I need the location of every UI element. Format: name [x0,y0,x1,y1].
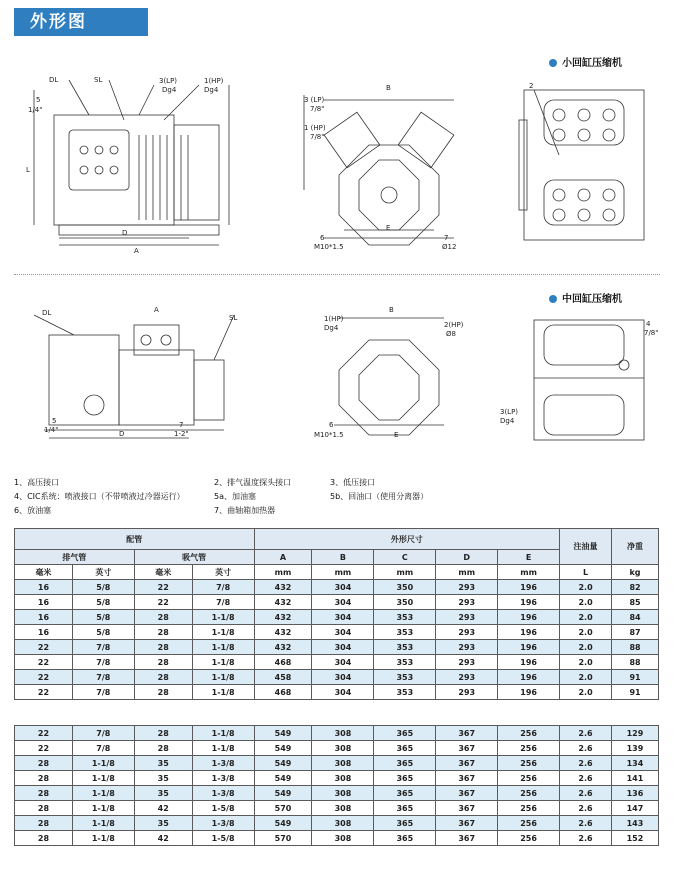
table-cell: 256 [498,786,560,801]
table-cell: 293 [436,610,498,625]
unit-mm: 毫米 [15,565,73,580]
table-cell: 16 [15,610,73,625]
table-cell: 570 [254,831,312,846]
label-b: B [389,306,394,314]
label-3lp: 3(LP) [159,77,178,85]
table-cell: 365 [374,771,436,786]
header-col-e: E [498,550,560,565]
table-cell: 1-1/8 [192,741,254,756]
table-cell: 22 [15,670,73,685]
table-cell: 468 [254,685,312,700]
table-cell: 5/8 [72,595,134,610]
table-cell: 2.6 [560,741,612,756]
header-discharge: 排气管 [15,550,135,565]
table-cell: 549 [254,741,312,756]
unit-mm: 毫米 [134,565,192,580]
table-cell: 28 [15,786,73,801]
table-cell: 84 [612,610,659,625]
table-cell: 367 [436,831,498,846]
table-cell: 2.6 [560,816,612,831]
label-e: E [394,431,399,439]
header-oil: 注油量 [560,529,612,565]
table-cell: 367 [436,816,498,831]
table-cell: 432 [254,580,312,595]
label-d: D [119,430,125,438]
table-cell: 308 [312,756,374,771]
legend-item: 2、排气温度探头接口 [214,478,292,487]
label-3lp-size: Dg4 [162,86,177,94]
table-cell: 7/8 [72,640,134,655]
table-cell: 256 [498,801,560,816]
table-cell: 304 [312,595,374,610]
legend-row [14,504,660,518]
unit-oil: L [560,565,612,580]
header-weight: 净重 [612,529,659,565]
table-cell: 2.0 [560,610,612,625]
table-cell: 432 [254,595,312,610]
table-row [15,640,659,655]
table-cell: 1-1/8 [72,831,134,846]
label-1hp-front-size: 7/8" [310,133,325,141]
table-cell: 256 [498,816,560,831]
legend-item: 4、CIC系统：喷液接口（不带喷液过冷器运行） [14,492,185,501]
table-cell: 35 [134,756,192,771]
front-view-body [339,340,439,435]
label-4: 4 [646,320,651,328]
legend-item: 3、低压接口 [330,478,376,487]
table-cell: 35 [134,816,192,831]
label-2hp: 2(HP) [444,321,464,329]
label-3lp-front-size: 7/8" [310,105,325,113]
table-cell: 293 [436,625,498,640]
cylinder-head [69,130,129,190]
table-cell: 5/8 [72,625,134,640]
table-cell: 91 [612,685,659,700]
legend-item: 5a、加油塞 [214,492,256,501]
table-cell: 308 [312,831,374,846]
table-cell: 367 [436,771,498,786]
table-cell: 22 [15,741,73,756]
table-cell: 458 [254,670,312,685]
table-cell: 304 [312,655,374,670]
table-cell: 1-5/8 [192,801,254,816]
table-cell: 293 [436,670,498,685]
legend-item: 5b、回油口（使用分离器） [330,492,429,501]
unit-weight: kg [612,565,659,580]
base-plate [59,225,219,235]
table-cell: 304 [312,685,374,700]
table-row [15,801,659,816]
table-row [15,580,659,595]
label-4-size: 7/8" [644,329,659,337]
table-cell: 2.0 [560,655,612,670]
table-cell: 91 [612,670,659,685]
table-cell: 256 [498,741,560,756]
table-cell: 293 [436,580,498,595]
table-cell: 22 [15,726,73,741]
label-7: 7 [179,421,184,429]
label-1hp-front: 1 (HP) [304,124,326,132]
label-dl: DL [49,76,59,84]
table-cell: 28 [15,771,73,786]
drawing-medium-compressor [14,300,659,450]
table-cell: 2.0 [560,625,612,640]
table-cell: 88 [612,655,659,670]
table-cell: 7/8 [72,670,134,685]
label-1hp: 1(HP) [204,77,224,85]
header-col-c: C [374,550,436,565]
table-cell: 365 [374,741,436,756]
table-cell: 293 [436,595,498,610]
table-cell: 1-1/8 [72,801,134,816]
table-cell: 7/8 [192,580,254,595]
label-b: B [386,84,391,92]
table-cell: 293 [436,640,498,655]
table-cell: 2.6 [560,786,612,801]
table-cell: 308 [312,741,374,756]
table-cell: 28 [134,610,192,625]
header-col-b: B [312,550,374,565]
table-cell: 1-1/8 [192,670,254,685]
legend [14,476,660,518]
spec-table-group-2 [14,725,659,846]
table-row [15,726,659,741]
table-cell: 308 [312,816,374,831]
table-cell: 196 [498,655,560,670]
table-cell: 365 [374,831,436,846]
table-cell: 129 [611,726,658,741]
table-cell: 549 [254,726,312,741]
table-cell: 353 [374,670,436,685]
table-cell: 1-1/8 [72,756,134,771]
table-row [15,685,659,700]
table-cell: 256 [498,726,560,741]
table-cell: 256 [498,831,560,846]
table-cell: 1-3/8 [192,771,254,786]
table-cell: 196 [498,610,560,625]
table-cell: 152 [611,831,658,846]
spec-table-group-1 [14,528,659,700]
header-col-d: D [436,550,498,565]
table-cell: 256 [498,771,560,786]
table-cell: 353 [374,685,436,700]
table-row [15,831,659,846]
table-cell: 28 [134,726,192,741]
label-5: 5 [52,417,57,425]
label-1hp-size: Dg4 [204,86,219,94]
table-cell: 256 [498,756,560,771]
label-6: 6 [329,421,334,429]
table-row [15,771,659,786]
label-5: 5 [36,96,41,104]
table-cell: 42 [134,801,192,816]
table-cell: 16 [15,625,73,640]
table-cell: 293 [436,655,498,670]
table-row [15,816,659,831]
table-cell: 1-3/8 [192,786,254,801]
table-cell: 304 [312,640,374,655]
table-cell: 1-5/8 [192,831,254,846]
table-cell: 22 [15,640,73,655]
table-cell: 549 [254,786,312,801]
table-cell: 28 [134,685,192,700]
label-1hp-size: Dg4 [324,324,339,332]
unit-d: mm [436,565,498,580]
table-cell: 365 [374,801,436,816]
label-3lp-size: Dg4 [500,417,515,425]
label-d: D [122,229,128,237]
table-cell: 308 [312,726,374,741]
table-cell: 2.0 [560,640,612,655]
table-cell: 28 [15,756,73,771]
table-cell: 35 [134,771,192,786]
table-cell: 42 [134,831,192,846]
legend-row [14,490,660,504]
table-cell: 147 [611,801,658,816]
table-cell: 1-1/8 [72,786,134,801]
table-cell: 304 [312,625,374,640]
header-pipe: 配管 [15,529,255,550]
table-row [15,670,659,685]
top-view-body [524,90,644,240]
table-cell: 367 [436,726,498,741]
table-cell: 7/8 [72,726,134,741]
table-cell: 28 [15,816,73,831]
label-6-size: M10*1.5 [314,243,344,251]
legend-item [330,504,530,518]
table-cell: 468 [254,655,312,670]
table-cell: 1-1/8 [192,640,254,655]
label-3lp-front: 3 (LP) [304,96,325,104]
label-a: A [154,306,159,314]
table-cell: 549 [254,771,312,786]
table-cell: 35 [134,786,192,801]
table-cell: 87 [612,625,659,640]
table-cell: 1-1/8 [192,726,254,741]
table-cell: 28 [134,741,192,756]
label-5-size: 1/4" [28,106,43,114]
table-cell: 1-1/8 [192,685,254,700]
table-cell: 136 [611,786,658,801]
table-cell: 367 [436,756,498,771]
label-6: 6 [320,234,325,242]
table-cell: 2.0 [560,670,612,685]
table-cell: 365 [374,786,436,801]
label-e: E [386,224,391,232]
side-view-body [49,335,119,425]
table-header-row [15,529,659,550]
section-label-medium-text: 中回缸压缩机 [562,294,622,305]
table-cell: 353 [374,625,436,640]
table-cell: 2.0 [560,580,612,595]
table-cell: 141 [611,771,658,786]
table-cell: 308 [312,771,374,786]
table-cell: 365 [374,756,436,771]
unit-inch: 英寸 [192,565,254,580]
table-cell: 7/8 [72,741,134,756]
label-sl: SL [94,76,103,84]
table-cell: 22 [134,595,192,610]
table-cell: 28 [134,640,192,655]
header-dims: 外形尺寸 [254,529,560,550]
table-cell: 1-1/8 [192,625,254,640]
table-cell: 28 [134,655,192,670]
table-cell: 2.0 [560,685,612,700]
table-unit-row [15,565,659,580]
table-row [15,610,659,625]
top-view-body [534,320,644,440]
table-cell: 1-1/8 [192,655,254,670]
table-cell: 88 [612,640,659,655]
table-cell: 139 [611,741,658,756]
table-cell: 7/8 [192,595,254,610]
table-cell: 304 [312,670,374,685]
table-cell: 196 [498,595,560,610]
table-row [15,595,659,610]
header-suction: 吸气管 [134,550,254,565]
label-2: 2 [529,82,534,90]
table-row [15,741,659,756]
table-cell: 432 [254,610,312,625]
unit-inch: 英寸 [72,565,134,580]
separator [14,274,660,275]
table-cell: 22 [15,655,73,670]
table-cell: 196 [498,685,560,700]
label-7-size: Ø12 [442,243,457,251]
table-cell: 16 [15,595,73,610]
label-5-size: 1/4" [44,426,59,434]
table-cell: 1-1/8 [72,771,134,786]
unit-a: mm [254,565,312,580]
table-row [15,625,659,640]
table-cell: 350 [374,595,436,610]
legend-row [14,476,660,490]
page-title: 外形图 [14,8,148,36]
label-6-size: M10*1.5 [314,431,344,439]
label-a: A [134,247,139,255]
table-cell: 134 [611,756,658,771]
table-cell: 143 [611,816,658,831]
table-cell: 365 [374,816,436,831]
table-cell: 28 [15,831,73,846]
table-cell: 2.6 [560,726,612,741]
label-3lp: 3(LP) [500,408,519,416]
table-cell: 2.0 [560,595,612,610]
table-cell: 367 [436,741,498,756]
table-cell: 16 [15,580,73,595]
table-cell: 28 [134,625,192,640]
table-cell: 549 [254,816,312,831]
table-cell: 22 [134,580,192,595]
table-cell: 196 [498,625,560,640]
table-cell: 196 [498,670,560,685]
table-cell: 353 [374,610,436,625]
table-cell: 1-3/8 [192,816,254,831]
table-cell: 367 [436,786,498,801]
table-cell: 5/8 [72,580,134,595]
legend-item: 6、放油塞 [14,506,52,515]
table-cell: 308 [312,786,374,801]
motor-fins [139,135,188,220]
label-7-size: 1-2" [174,430,189,438]
table-cell: 308 [312,801,374,816]
table-cell: 2.6 [560,771,612,786]
table-cell: 196 [498,640,560,655]
table-cell: 432 [254,640,312,655]
section-label-small-text: 小回缸压缩机 [562,58,622,69]
drawing-small-compressor [14,60,659,260]
table-cell: 353 [374,655,436,670]
table-cell: 7/8 [72,685,134,700]
unit-b: mm [312,565,374,580]
label-2hp-size: Ø8 [446,330,456,338]
table-cell: 1-3/8 [192,756,254,771]
label-1hp: 1(HP) [324,315,344,323]
table-cell: 353 [374,640,436,655]
table-cell: 549 [254,756,312,771]
table-row [15,786,659,801]
legend-item: 1、高压接口 [14,478,60,487]
table-cell: 1-1/8 [72,816,134,831]
unit-e: mm [498,565,560,580]
table-cell: 85 [612,595,659,610]
table-cell: 2.6 [560,756,612,771]
table-cell: 7/8 [72,655,134,670]
header-col-a: A [254,550,312,565]
table-cell: 1-1/8 [192,610,254,625]
table-cell: 365 [374,726,436,741]
table-cell: 2.6 [560,831,612,846]
table-cell: 570 [254,801,312,816]
table-cell: 432 [254,625,312,640]
unit-c: mm [374,565,436,580]
table-cell: 304 [312,610,374,625]
label-l: L [26,166,30,174]
table-cell: 304 [312,580,374,595]
table-cell: 82 [612,580,659,595]
label-sl: SL [229,314,238,322]
side-view-body [54,115,174,225]
table-cell: 5/8 [72,610,134,625]
table-cell: 28 [15,801,73,816]
table-cell: 293 [436,685,498,700]
table-row [15,756,659,771]
legend-item: 7、曲轴箱加热器 [214,506,276,515]
label-dl: DL [42,309,52,317]
table-cell: 196 [498,580,560,595]
table-cell: 350 [374,580,436,595]
label-7: 7 [444,234,449,242]
table-cell: 2.6 [560,801,612,816]
table-cell: 22 [15,685,73,700]
table-row [15,655,659,670]
table-cell: 28 [134,670,192,685]
table-cell: 367 [436,801,498,816]
